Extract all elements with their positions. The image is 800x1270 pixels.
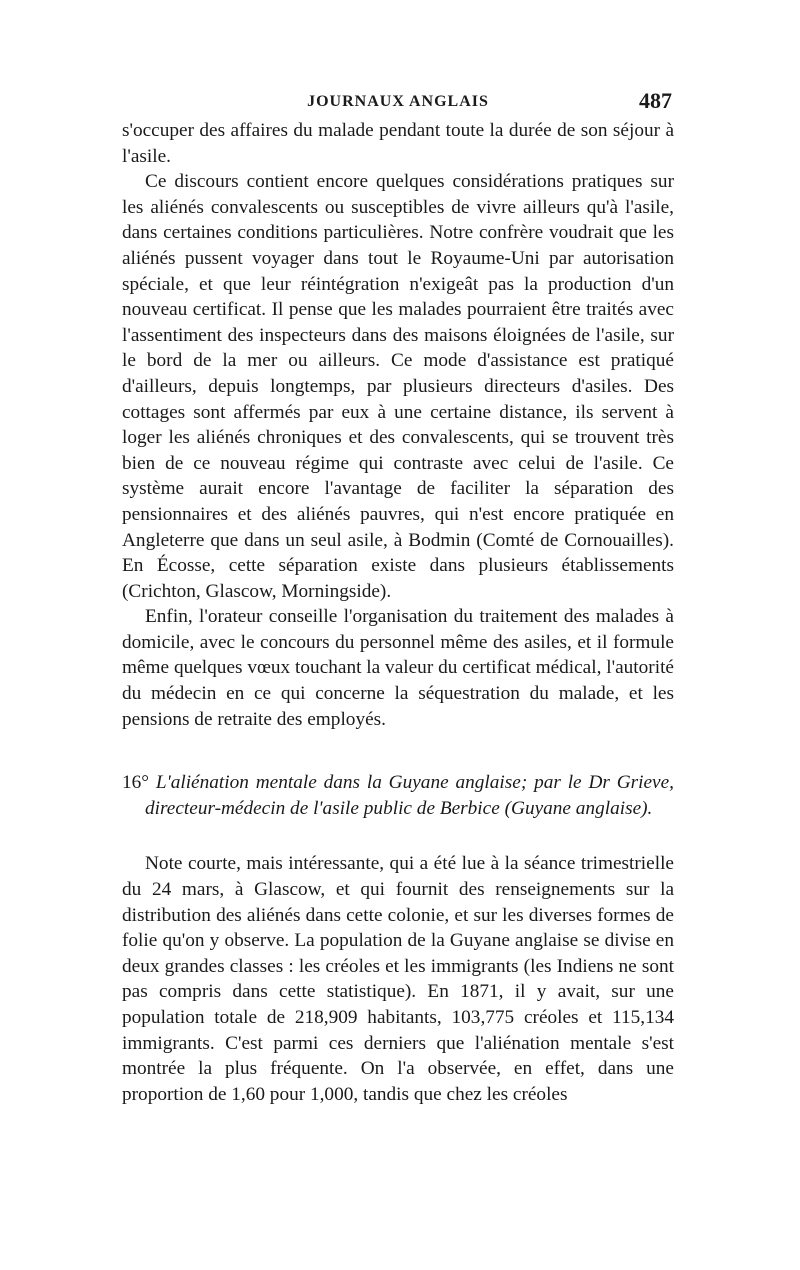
paragraph: Note courte, mais intéressante, qui a été lue à la séance trimestrielle du 24 mars, à Glascow, et qui fournit des renseignements sur la distribution des aliénés dans cette colonie, et sur les diverses formes de folie qu'on y observe. La population de la Guyane anglaise se divise en deux grandes classes : les créoles et les immigrants (les Indiens ne sont pas compris dans cette statistique). En 1871, il y avait, sur une population totale de 218,909 habitants, 103,775 créoles et 115,134 immigrants. C'est parmi ces derniers que l'aliénation mentale s'est montrée la plus fréquente. On l'a observée, en effet, dans une proportion de 1,60 pour 1,000, tandis que chez les créoles xyxy=(122,853,674,1105)
section-title: L'aliénation mentale dans la Guyane anglaise; par le Dr Grieve, directeur-médecin de l'asile public de Berbice (Guyane anglaise). xyxy=(145,772,674,819)
section-number: 16° xyxy=(122,772,149,794)
body-text xyxy=(122,118,674,732)
section-heading xyxy=(122,770,674,821)
running-header xyxy=(122,88,674,118)
section-body-text xyxy=(122,851,674,1107)
paragraph: Ce discours contient encore quelques considérations pratiques sur les aliénés convalescents ou susceptibles de vivre ailleurs qu'à l'asile, dans certaines conditions particulières. Notre confrère voudrait que les aliénés pussent voyager dans tout le Royaume-Uni par autorisation spéciale, et que leur réintégration n'exigeât pas la production d'un nouveau certificat. Il pense que les malades pourraient être traités avec l'assentiment des inspecteurs dans des maisons éloignées de l'asile, sur le bord de la mer ou ailleurs. Ce mode d'assistance est pratiqué d'ailleurs, depuis longtemps, par plusieurs directeurs d'asiles. Des cottages sont affermés par eux à une certaine distance, ils servent à loger les aliénés chroniques et des convalescents, qui se trouvent très bien de ce nouveau régime qui contraste avec celui de l'asile. Ce système aurait encore l'avantage de faciliter la séparation des pensionnaires et des aliénés pauvres, qui n'est encore pratiquée en Angleterre que dans un seul asile, à Bodmin (Comté de Cornouailles). En Écosse, cette séparation existe dans plusieurs établissements (Crichton, Glascow, Morningside). xyxy=(122,171,674,602)
page-number: 487 xyxy=(639,88,672,113)
paragraph-continued: s'occuper des affaires du malade pendant toute la durée de son séjour à l'asile. xyxy=(122,120,674,167)
book-page xyxy=(122,88,674,1107)
paragraph: Enfin, l'orateur conseille l'organisation du traitement des malades à domicile, avec le concours du personnel même des asiles, et il formule même quelques vœux touchant la valeur du certificat médical, l'autorité du médecin en ce qui concerne la séquestration du malade, et les pensions de retraite des employés. xyxy=(122,606,674,730)
running-title: JOURNAUX ANGLAIS xyxy=(307,93,489,110)
